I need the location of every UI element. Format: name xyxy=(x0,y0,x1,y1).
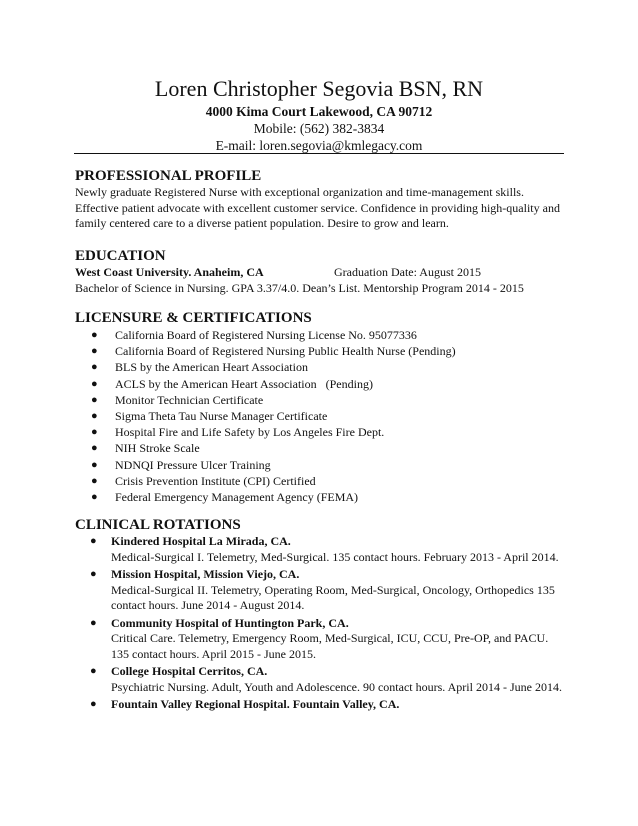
licensure-item: NIH Stroke Scale xyxy=(115,441,200,456)
education-section xyxy=(75,247,565,296)
address: 4000 Kima Court Lakewood, CA 90712 xyxy=(205,104,433,119)
list-item xyxy=(75,327,565,343)
licensure-heading: LICENSURE & CERTIFICATIONS xyxy=(75,310,312,326)
bullet-icon: ● xyxy=(91,345,98,358)
list-item xyxy=(75,440,565,456)
licensure-item: Monitor Technician Certificate xyxy=(115,392,264,407)
bullet-icon: ● xyxy=(91,361,98,374)
clinical-site: Mission Hospital, Mission Viejo, CA. xyxy=(111,567,300,581)
licensure-item: Sigma Theta Tau Nurse Manager Certificate xyxy=(115,409,328,424)
list-item xyxy=(75,392,565,408)
bullet-icon: ● xyxy=(90,616,97,629)
list-item xyxy=(75,534,565,565)
list-item xyxy=(75,616,565,663)
licensure-item: BLS by the American Heart Association xyxy=(115,360,308,375)
clinical-site: College Hospital Cerritos, CA. xyxy=(111,664,268,678)
clinical-description: Critical Care. Telemetry, Emergency Room, Med-Surgical, ICU, CCU, Pre-OP, and PACU. 135 contact hours. April 2015 - June 2015. xyxy=(111,631,549,661)
bullet-icon: ● xyxy=(91,491,98,504)
clinical-section xyxy=(75,516,565,715)
list-item xyxy=(75,359,565,375)
clinical-heading: CLINICAL ROTATIONS xyxy=(75,517,241,533)
education-school: West Coast University. Anaheim, CA xyxy=(75,265,264,279)
list-item xyxy=(75,473,565,489)
bullet-icon: ● xyxy=(91,377,98,390)
bullet-icon: ● xyxy=(90,665,97,677)
clinical-list xyxy=(75,534,565,713)
profile-section xyxy=(75,167,565,232)
licensure-item: Crisis Prevention Institute (CPI) Certified xyxy=(115,473,316,488)
list-item xyxy=(75,697,565,713)
bullet-icon: ● xyxy=(91,410,98,423)
list-item xyxy=(75,408,565,424)
clinical-description: Medical-Surgical II. Telemetry, Operating Room, Med-Surgical, Oncology, Orthopedics 135 contact hours. June 2014 - August 2014. xyxy=(111,582,555,612)
list-item xyxy=(75,376,565,392)
list-item xyxy=(75,424,565,440)
education-school-row xyxy=(75,265,565,281)
bullet-icon: ● xyxy=(91,426,98,439)
clinical-site: Kindered Hospital La Mirada, CA. xyxy=(111,534,291,548)
list-item xyxy=(75,567,565,614)
licensure-item: NDNQI Pressure Ulcer Training xyxy=(115,457,271,472)
bullet-icon: ● xyxy=(91,329,98,341)
bullet-icon: ● xyxy=(91,393,98,406)
graduation-date: Graduation Date: August 2015 xyxy=(334,265,481,279)
licensure-item: ACLS by the American Heart Association (Pending) xyxy=(115,376,373,391)
clinical-description: Medical-Surgical I. Telemetry, Med-Surgical. 135 contact hours. February 2013 - April 2014. xyxy=(111,549,559,564)
bullet-icon: ● xyxy=(90,698,97,710)
candidate-name: Loren Christopher Segovia BSN, RN xyxy=(154,76,484,101)
clinical-site: Community Hospital of Huntington Park, CA. xyxy=(111,615,349,630)
licensure-item: California Board of Registered Nursing Public Health Nurse (Pending) xyxy=(115,344,456,359)
bullet-icon: ● xyxy=(91,458,98,471)
bullet-icon: ● xyxy=(91,442,98,455)
bullet-icon: ● xyxy=(90,568,97,580)
licensure-item: Hospital Fire and Life Safety by Los Angeles Fire Dept. xyxy=(115,425,385,440)
licensure-item: California Board of Registered Nursing License No. 95077336 xyxy=(115,328,417,342)
licensure-item: Federal Emergency Management Agency (FEMA) xyxy=(115,490,359,505)
bullet-icon: ● xyxy=(91,474,98,487)
education-heading: EDUCATION xyxy=(75,248,166,264)
mobile-phone: Mobile: (562) 382-3834 xyxy=(253,121,385,136)
list-item xyxy=(75,489,565,505)
education-degree: Bachelor of Science in Nursing. GPA 3.37/4.0. Dean’s List. Mentorship Program 2014 - 2015 xyxy=(75,280,524,295)
licensure-list xyxy=(75,327,565,505)
clinical-site: Fountain Valley Regional Hospital. Fountain Valley, CA. xyxy=(111,697,400,711)
profile-text: Newly graduate Registered Nurse with exceptional organization and time-management skills. Effective patient advocate with excellent customer service. Confidence in providing high-quality and family centered care to a diverse patient population. Desire to grow and learn. xyxy=(75,185,560,230)
profile-heading: PROFESSIONAL PROFILE xyxy=(75,168,262,184)
clinical-description: Psychiatric Nursing. Adult, Youth and Adolescence. 90 contact hours. April 2014 - June 2014. xyxy=(111,679,562,694)
bullet-icon: ● xyxy=(90,535,97,547)
list-item xyxy=(75,343,565,359)
email-address: E-mail: loren.segovia@kmlegacy.com xyxy=(215,138,423,153)
list-item xyxy=(75,457,565,473)
header-divider xyxy=(74,153,564,154)
licensure-section xyxy=(75,309,565,505)
list-item xyxy=(75,664,565,695)
